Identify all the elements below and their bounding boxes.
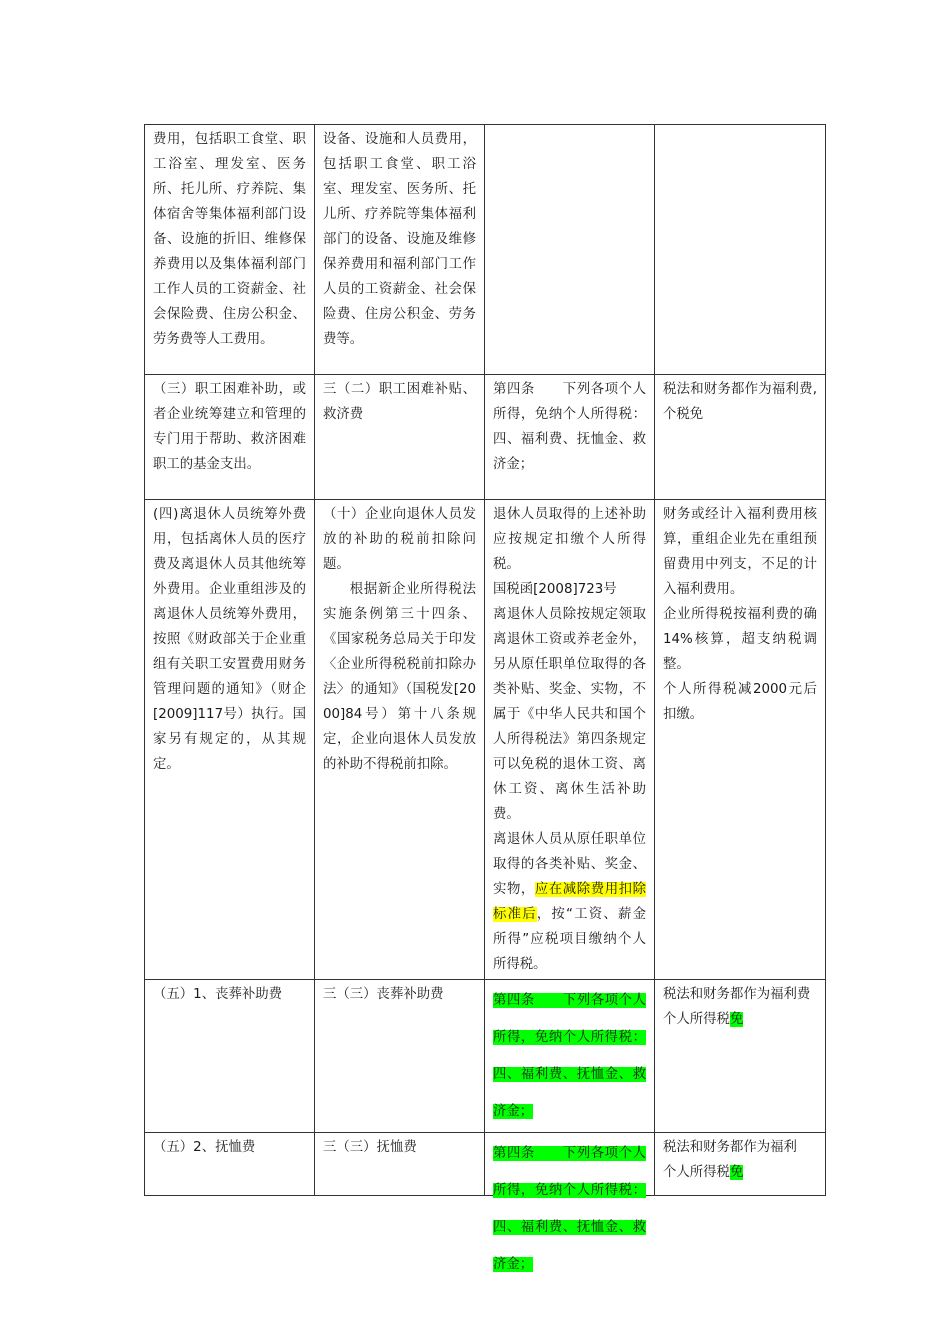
highlighted-text: 第四条 下列各项个人所得，免纳个人所得税：四、福利费、抚恤金、救济金； bbox=[493, 1146, 646, 1272]
cell-paragraph: （十）企业向退休人员发放的补助的税前扣除问题。 bbox=[323, 507, 476, 572]
cell-text: 税法和财务都作为福利费,个税免 bbox=[663, 382, 817, 422]
table-cell bbox=[485, 1133, 655, 1272]
table-cell bbox=[655, 1133, 826, 1196]
cell-paragraph: 税法和财务都作为福利费 bbox=[663, 987, 811, 1002]
cell-paragraph: 财务或经计入福利费用核算，重组企业先在重组预留费用中列支，不足的计入福利费用。 bbox=[663, 507, 817, 597]
table-cell bbox=[655, 125, 826, 375]
cell-paragraph: 根据新企业所得税法实施条例第三十四条、《国家税务总局关于印发〈企业所得税税前扣除办法〉的通知》（国税发[2000]84号）第十八条规定，企业向退休人员发放的补助不得税前扣除。 bbox=[323, 582, 476, 772]
cell-text: (四)离退休人员统筹外费用，包括离休人员的医疗费及离退休人员其他统筹外费用。企业重组涉及的离退休人员统筹外费用，按照《财政部关于企业重组有关职工安置费用财务管理问题的通知》（财企[2009]117号）执行。国家另有规定的，从其规定。 bbox=[153, 507, 306, 772]
cell-paragraph: 税法和财务都作为福利 bbox=[663, 1140, 797, 1155]
table-cell bbox=[655, 980, 826, 1133]
cell-text: 三（三）丧葬补助费 bbox=[323, 987, 444, 1002]
cell-text: 设备、设施和人员费用，包括职工食堂、职工浴室、理发室、医务所、托儿所、疗养院等集体福利部门的设备、设施及维修保养费用和福利部门工作人员的工资薪金、社会保险费、住房公积金、劳务费等。 bbox=[323, 132, 476, 347]
cell-text: 个人所得税 bbox=[663, 1012, 730, 1027]
table-cell bbox=[145, 375, 315, 500]
cell-paragraph: 个人所得税减2000元后扣缴。 bbox=[663, 682, 817, 722]
table-cell bbox=[315, 375, 485, 500]
cell-paragraph bbox=[663, 1007, 817, 1032]
table-cell bbox=[315, 980, 485, 1133]
table-cell bbox=[485, 125, 655, 375]
cell-paragraph: 退休人员取得的上述补助应按规定扣缴个人所得税。 bbox=[493, 507, 646, 572]
cell-paragraph bbox=[493, 827, 646, 977]
table-row bbox=[145, 375, 826, 500]
highlighted-text: 应在减除费用扣除标准后 bbox=[493, 882, 647, 922]
table-cell bbox=[145, 125, 315, 375]
cell-text: 第四条 下列各项个人所得，免纳个人所得税：四、福利费、抚恤金、救济金； bbox=[493, 382, 646, 472]
cell-text: （五）1、丧葬补助费 bbox=[153, 987, 283, 1002]
highlighted-text: 第四条 下列各项个人所得，免纳个人所得税：四、福利费、抚恤金、救济金； bbox=[493, 993, 646, 1119]
cell-text: （五）2、抚恤费 bbox=[153, 1140, 256, 1155]
table-cell bbox=[655, 375, 826, 500]
cell-paragraph: 企业所得税按福利费的确14%核算，超支纳税调整。 bbox=[663, 607, 817, 672]
table-cell bbox=[485, 980, 655, 1133]
tax-comparison-table bbox=[144, 124, 826, 1272]
highlighted-text: 免 bbox=[729, 1165, 744, 1180]
table-cell bbox=[145, 500, 315, 980]
table-cell bbox=[145, 1133, 315, 1196]
table-row bbox=[145, 980, 826, 1133]
cell-paragraph: 国税函[2008]723号 bbox=[493, 582, 617, 597]
cell-text: （三）职工困难补助，或者企业统筹建立和管理的专门用于帮助、救济困难职工的基金支出。 bbox=[153, 382, 306, 472]
table-cell bbox=[485, 375, 655, 500]
cell-paragraph: 离退休人员除按规定领取离退休工资或养老金外，另从原任职单位取得的各类补贴、奖金、实物，不属于《中华人民共和国个人所得税法》第四条规定可以免税的退休工资、离休工资、离休生活补助费。 bbox=[493, 607, 646, 822]
cell-text: 三（三）抚恤费 bbox=[323, 1140, 417, 1155]
table-row bbox=[145, 125, 826, 375]
table-cell bbox=[485, 500, 655, 980]
table-row bbox=[145, 500, 826, 980]
cell-paragraph bbox=[663, 1160, 817, 1185]
highlighted-text: 免 bbox=[729, 1012, 744, 1027]
cell-text: 离退休人员从原任职单位取得的各类补贴、奖金、实物， bbox=[493, 832, 646, 897]
table-cell bbox=[315, 500, 485, 980]
cell-text: 三（二）职工困难补贴、救济费 bbox=[323, 382, 476, 422]
cell-paragraph bbox=[493, 1135, 646, 1283]
table-cell bbox=[655, 500, 826, 980]
table-cell bbox=[145, 980, 315, 1133]
table-cell bbox=[315, 1133, 485, 1196]
cell-text: 费用，包括职工食堂、职工浴室、理发室、医务所、托儿所、疗养院、集体宿舍等集体福利部门设备、设施的折旧、维修保养费用以及集体福利部门工作人员的工资薪金、社会保险费、住房公积金、劳务费等人工费用。 bbox=[153, 132, 306, 347]
cell-text: ，按“工资、薪金所得”应税项目缴纳个人所得税。 bbox=[493, 907, 647, 972]
table-cell bbox=[315, 125, 485, 375]
table-row bbox=[145, 1133, 826, 1196]
clipped-cell-content bbox=[493, 1135, 646, 1272]
cell-text: 个人所得税 bbox=[663, 1165, 730, 1180]
cell-paragraph bbox=[493, 982, 646, 1130]
